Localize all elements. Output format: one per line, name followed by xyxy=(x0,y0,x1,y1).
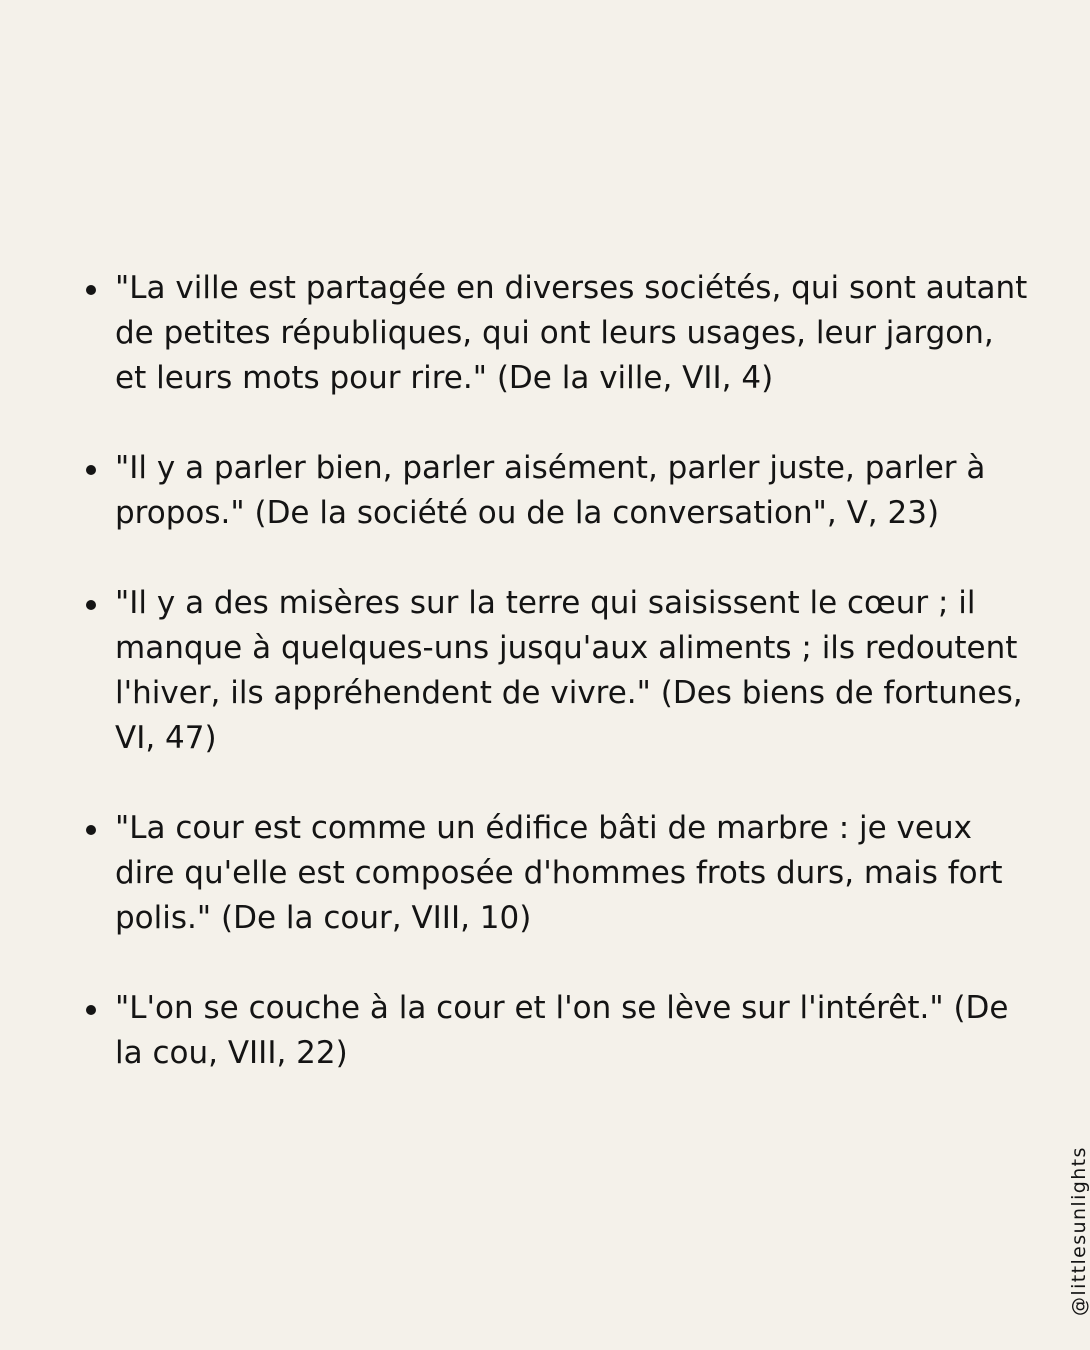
quote-text-4: "La cour est comme un édifice bâti de marbre : je veux dire qu'elle est composée d'hommes frots durs, mais fort polis." (De la cour, VIII, 10) xyxy=(115,810,1003,936)
bullet-icon xyxy=(86,825,96,835)
bullet-icon xyxy=(86,465,96,475)
quote-list xyxy=(80,266,1030,1121)
quote-item-2 xyxy=(80,446,1030,536)
quote-item-4 xyxy=(80,806,1030,941)
quote-text-1: "La ville est partagée en diverses sociétés, qui sont autant de petites républiques, qui ont leurs usages, leur jargon, et leurs mots pour rire." (De la ville, VII, 4) xyxy=(115,270,1028,396)
watermark-handle: @littlesunlights xyxy=(1068,1146,1090,1316)
quote-item-3 xyxy=(80,581,1030,761)
quote-text-3: "Il y a des misères sur la terre qui saisissent le cœur ; il manque à quelques-uns jusqu'aux aliments ; ils redoutent l'hiver, ils appréhendent de vivre." (Des biens de fortunes, VI, 47) xyxy=(115,585,1023,756)
quote-text-5: "L'on se couche à la cour et l'on se lève sur l'intérêt." (De la cou, VIII, 22) xyxy=(115,990,1009,1071)
quote-text-2: "Il y a parler bien, parler aisément, parler juste, parler à propos." (De la société ou de la conversation", V, 23) xyxy=(115,450,986,531)
bullet-icon xyxy=(86,1005,96,1015)
bullet-icon xyxy=(86,600,96,610)
bullet-icon xyxy=(86,285,96,295)
quote-item-5 xyxy=(80,986,1030,1076)
quote-item-1 xyxy=(80,266,1030,401)
